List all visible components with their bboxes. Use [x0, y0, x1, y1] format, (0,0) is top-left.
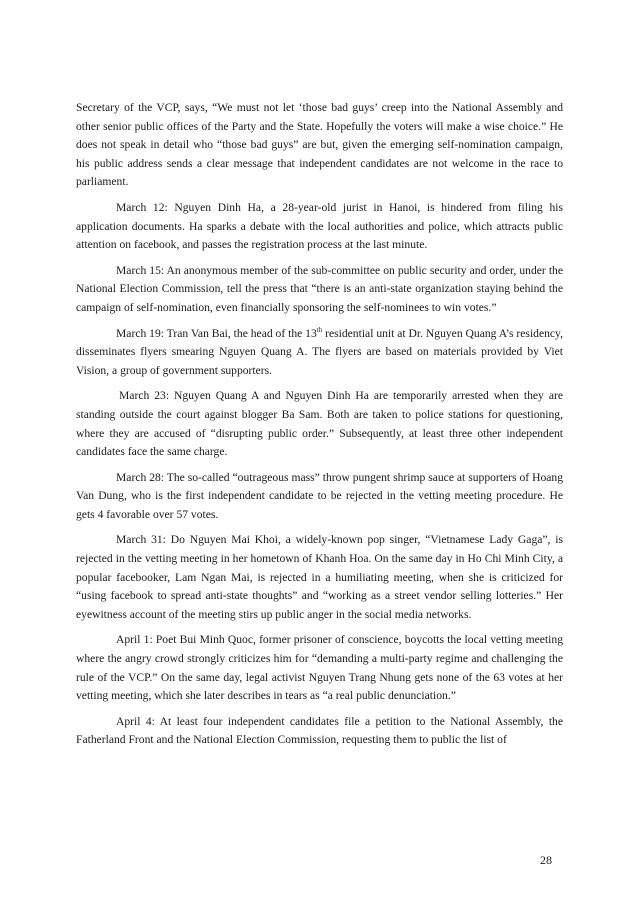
body-text [76, 99, 563, 757]
paragraph-march-19 [76, 325, 563, 381]
paragraph-text: March 19: Tran Van Bai, the head of the 13 [116, 326, 317, 340]
paragraph-april-4: April 4: At least four independent candidates file a petition to the National Assembly, the Fatherland Front and the National Election Commission, requesting them to public the list of [76, 714, 563, 747]
paragraph-march-31: March 31: Do Nguyen Mai Khoi, a widely-known pop singer, “Vietnamese Lady Gaga”, is rejected in the vetting meeting in her hometown of Khanh Hoa. On the same day in Ho Chi Minh City, a popular facebooker, Lam Ngan Mai, is rejected in a humiliating meeting, when she is criticized for “using facebook to spread anti-state thoughts” and “working as a street vendor selling lotteries.” Her eyewitness account of the meeting stirs up public anger in the social media networks. [76, 533, 563, 621]
paragraph-march-23: March 23: Nguyen Quang A and Nguyen Dinh Ha are temporarily arrested when they are standing outside the court against blogger Ba Sam. Both are taken to police stations for questioning, where they are accused of “disrupting public order.” Subsequently, at least three other independent candidates face the same charge. [76, 389, 563, 459]
paragraph-text: residential unit at Dr. Nguyen Quang A’s residency, disseminates flyers smearing Nguyen Quang A. The flyers are based on materials provided by Viet Vision, a group of government supporters. [76, 326, 563, 377]
paragraph: Secretary of the VCP, says, “We must not let ‘those bad guys’ creep into the National Assembly and other senior public offices of the Party and the State. Hopefully the voters will make a wise choice.” He does not speak in detail who “those bad guys” are but, given the emerging self-nomination campaign, his public address sends a clear message that independent candidates are not welcome in the race to parliament. [76, 101, 563, 189]
ordinal-suffix: th [316, 325, 323, 334]
paragraph-march-15: March 15: An anonymous member of the sub-committee on public security and order, under the National Election Commission, tell the press that “there is an anti-state organization staying behind the campaign of self-nomination, even financially sponsoring the self-nominees to win votes.” [76, 263, 563, 314]
paragraph-march-28: March 28: The so-called “outrageous mass” throw pungent shrimp sauce at supporters of Hoang Van Dung, who is the first independent candidate to be rejected in the vetting meeting procedure. He gets 4 favorable over 57 votes. [76, 470, 563, 521]
page-number: 28 [540, 853, 552, 867]
paragraph-april-1: April 1: Poet Bui Minh Quoc, former prisoner of conscience, boycotts the local vetting meeting where the angry crowd strongly criticizes him for “demanding a multi-party regime and challenging the rule of the VCP.” On the same day, legal activist Nguyen Trang Nhung gets none of the 63 votes at her vetting meeting, which she later describes in tears as “a real public denunciation.” [76, 633, 563, 703]
paragraph-march-12: March 12: Nguyen Dinh Ha, a 28-year-old jurist in Hanoi, is hindered from filing his application documents. Ha sparks a debate with the local authorities and police, which attracts public attention on facebook, and passes the registration process at the last minute. [76, 200, 563, 252]
